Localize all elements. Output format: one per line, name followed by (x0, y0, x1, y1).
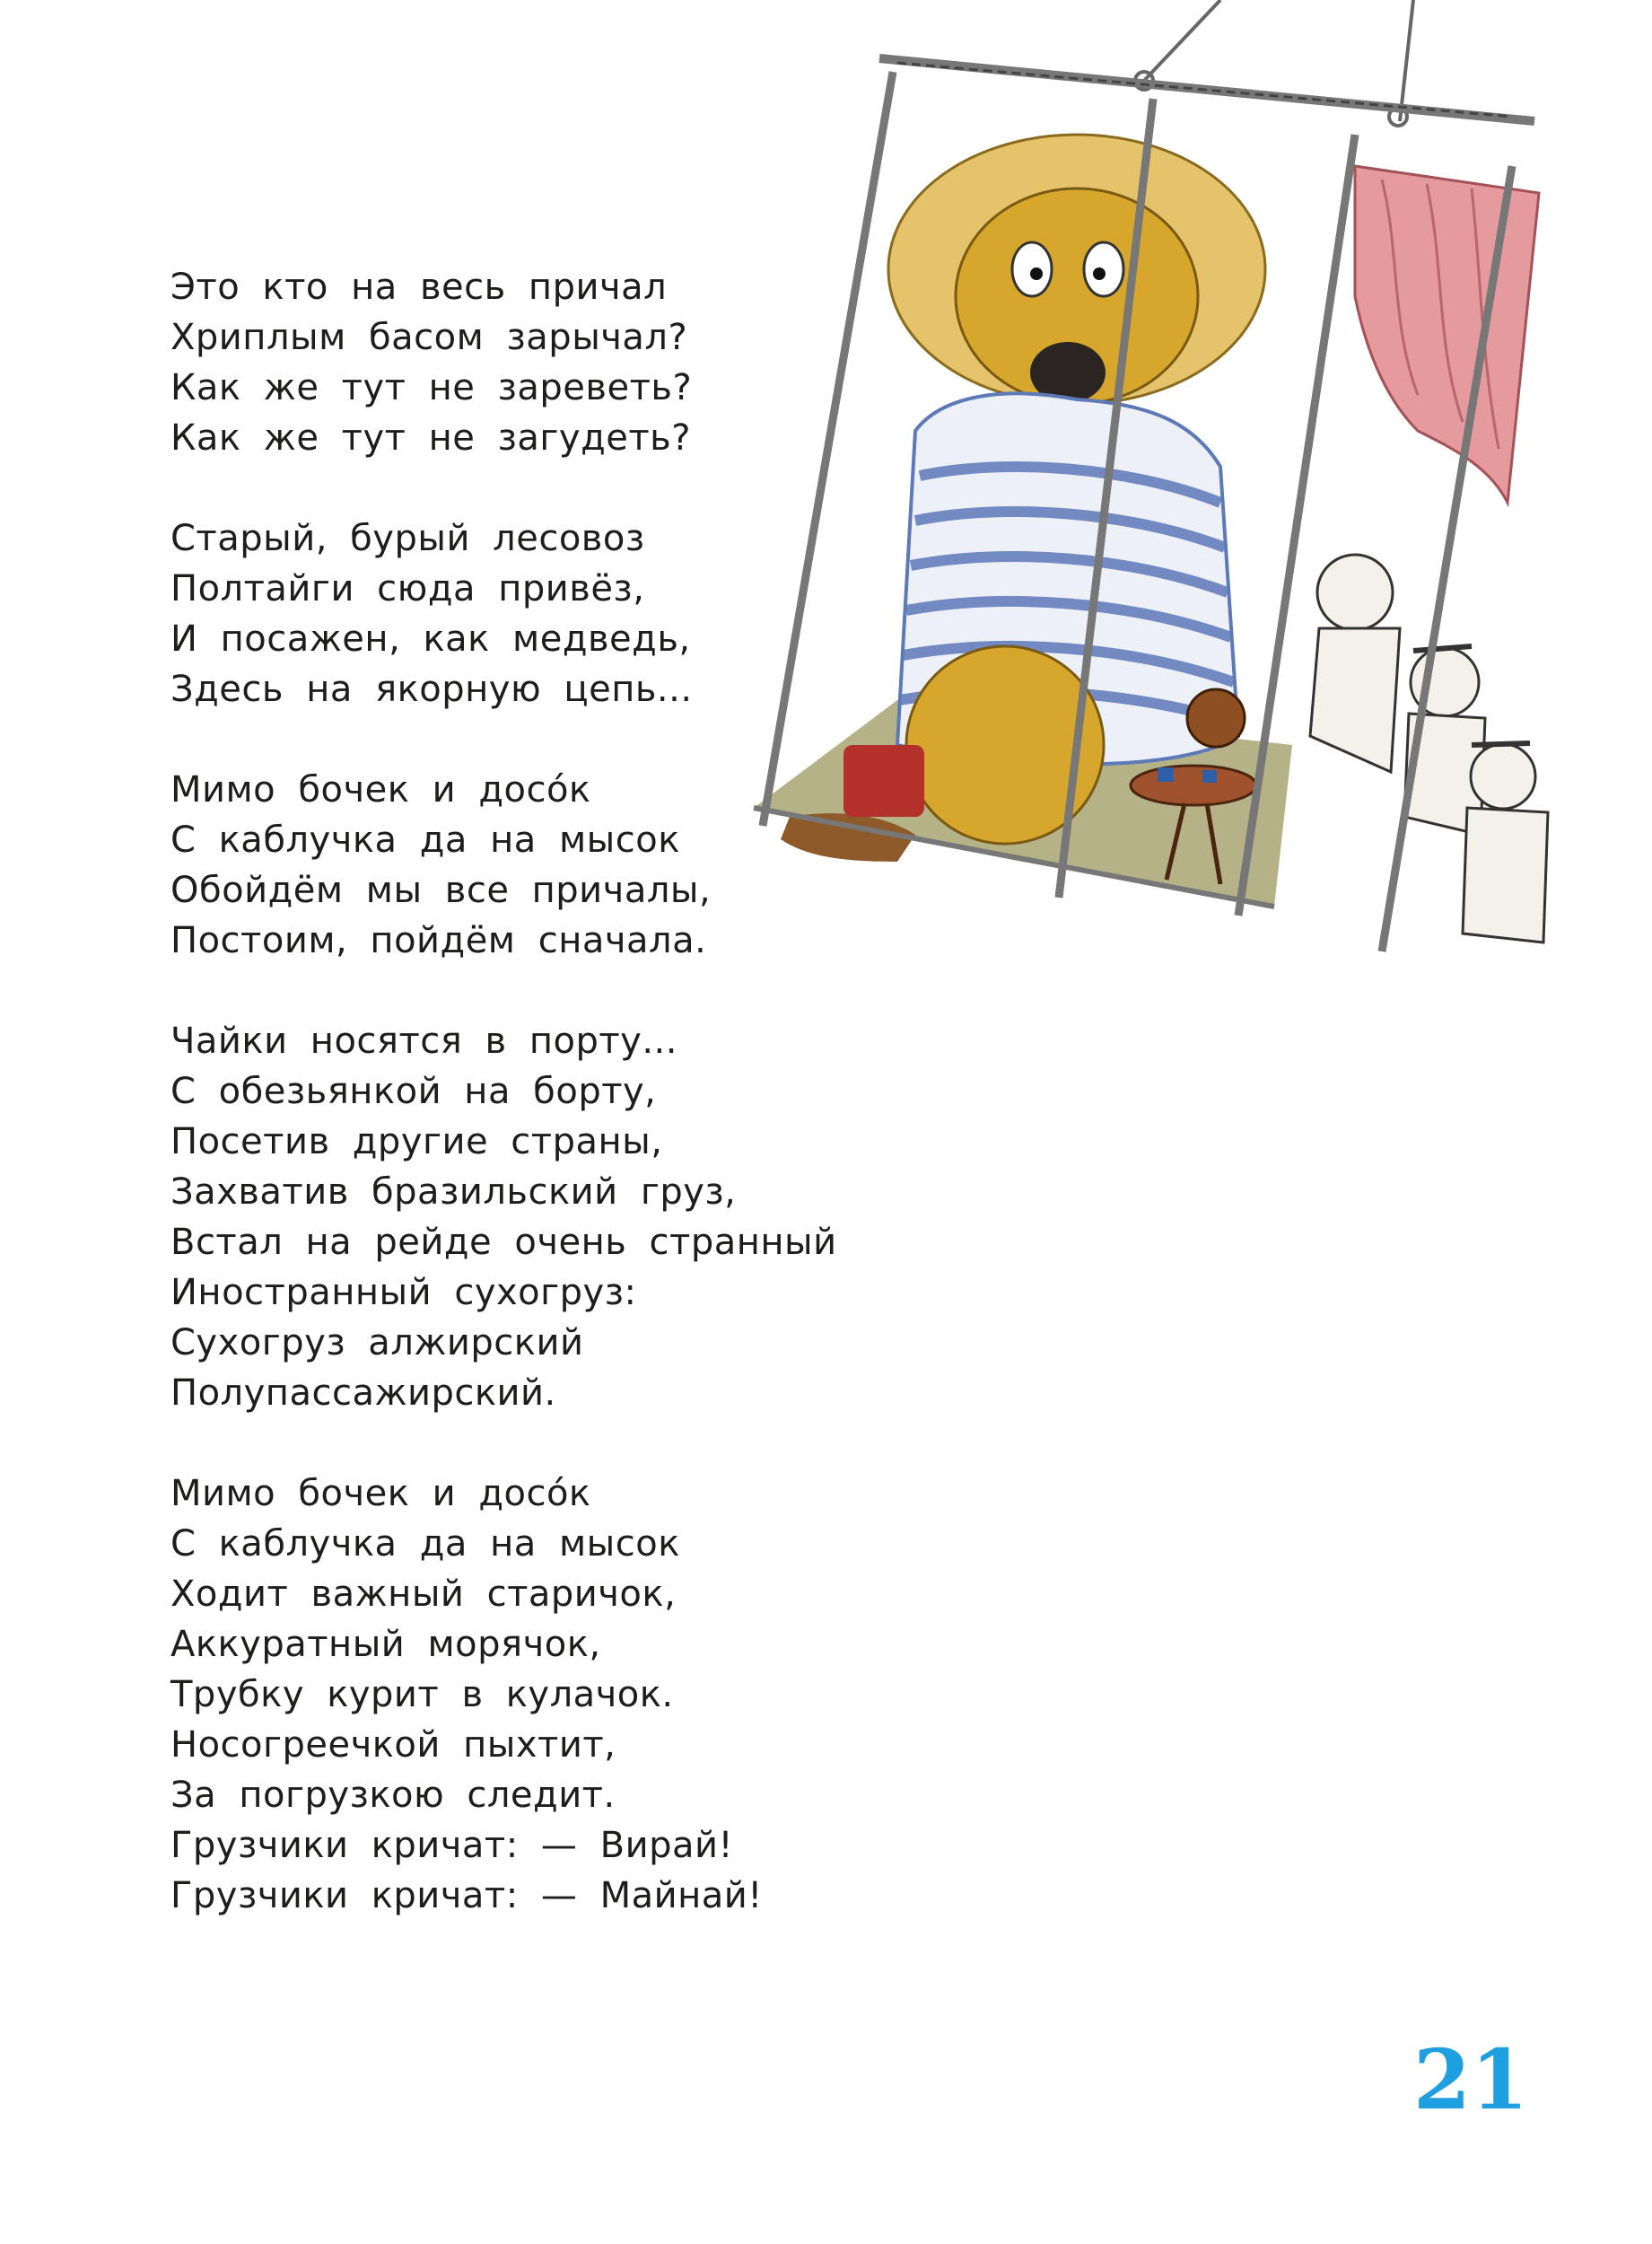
poem-line: Посетив другие страны, (170, 1121, 663, 1162)
poem-line: Захватив бразильский груз, (170, 1171, 737, 1213)
poem-line: Ходит важный старичок, (170, 1573, 677, 1615)
poem-line: Как же тут не загудеть? (170, 417, 691, 459)
poem-line: Трубку курит в кулачок. (170, 1674, 674, 1715)
poem-line: Это кто на весь причал (170, 267, 668, 308)
lion-in-cage-icon (736, 0, 1570, 960)
poem-line: Здесь на якорную цепь... (170, 669, 693, 710)
poem-line: Встал на рейде очень странный (170, 1222, 837, 1263)
poem-line: И посажен, как медведь, (170, 618, 691, 660)
poem-line: Грузчики кричат: — Майнай! (170, 1875, 763, 1916)
spectators-icon (1310, 555, 1548, 942)
poem-line: Носогреечкой пыхтит, (170, 1724, 616, 1766)
lion-icon (781, 135, 1265, 862)
poem-line: Иностранный сухогруз: (170, 1272, 637, 1313)
stanza (170, 1016, 978, 1418)
poem-line: Сухогруз алжирский (170, 1322, 584, 1363)
poem-line: За погрузкою следит. (170, 1775, 616, 1816)
poem-line: Грузчики кричат: — Вирай! (170, 1825, 733, 1866)
poem-line: Мимо бочек и досóк (170, 1473, 591, 1514)
poem-line: Полтайги сюда привёз, (170, 568, 645, 609)
poem-line: Хриплым басом зарычал? (170, 317, 688, 358)
poem-line: С обезьянкой на борту, (170, 1071, 657, 1112)
page-number: 21 (1413, 2031, 1529, 2128)
poem-line: Полупассажирский. (170, 1372, 556, 1414)
poem-line: Обойдём мы все причалы, (170, 870, 712, 911)
poem-line: С каблучка да на мысок (170, 1523, 680, 1565)
poem-line: Аккуратный морячок, (170, 1624, 601, 1665)
curtain-icon (1355, 166, 1539, 503)
poem-line: Постоим, пойдём сначала. (170, 920, 707, 961)
stanza (170, 1468, 978, 1921)
poem-line: Старый, бурый лесовоз (170, 518, 645, 559)
poem-line: Мимо бочек и досóк (170, 769, 591, 811)
poem-line: Чайки носятся в порту... (170, 1021, 677, 1062)
poem-line: С каблучка да на мысок (170, 820, 680, 861)
poem-line: Как же тут не зареветь? (170, 367, 693, 408)
